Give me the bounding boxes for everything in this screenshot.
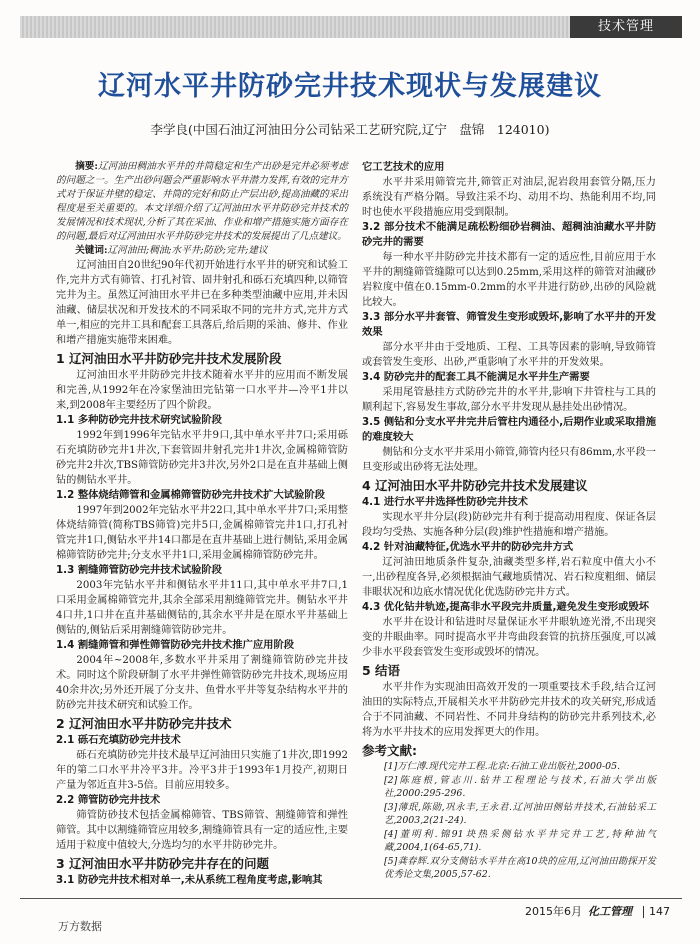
section-4-2-paragraph: 辽河油田地质条件复杂,油藏类型多样,岩石粒度中值大小不一,出砂程度各异,必须根据油气藏地质情况、岩石粒度粗细、储层非眼状况和边底水情况优化优选防砂完井方式。 — [362, 557, 656, 598]
section-4-1-paragraph: 实现水平井分层(段)防砂完井有利于提高动用程度、保证各层段均匀受热、实施各种分层(段)维护性措施和增产措施。 — [362, 512, 656, 538]
section-4-3-heading: 4.3 优化钻井轨迹,提高非水平段完井质量,避免发生变形或毁坏 — [362, 601, 650, 613]
section-1-4-heading: 1.4 割缝筛管和弹性筛管防砂完井技术推广应用阶段 — [56, 639, 295, 651]
section-3-1-paragraph: 水平井采用筛管完井,筛管正对油层,泥岩段用套管分隔,压力系统没有严格分隔。导致注采不均、动用不均、热能利用不均,同时也使水平段措施应用受到限制。 — [362, 177, 656, 218]
section-3-2-heading: 3.2 部分技术不能满足疏松粉细砂岩稠油、超稠油油藏水平井防砂完井的需要 — [362, 221, 656, 248]
section-1-1-paragraph: 1992年到1996年完钻水平井9口,其中单水平井7口;采用砾石充填防砂完井1井次,下套管固井射孔完井1井次,金属棉筛管防砂完井2井次,TBS筛管防砂完井3井次,另外2口是在直井基础上侧钻的侧钻水平井。 — [56, 430, 348, 486]
section-1-heading: 1 辽河油田水平井防砂完井技术发展阶段 — [56, 351, 282, 366]
keywords — [56, 244, 348, 258]
keywords-text: 辽河油田;稠油;水平井;防砂;完井;建议 — [107, 245, 268, 256]
section-4-3-paragraph: 水平井在设计和钻进时尽量保证水平井眼轨迹光滑,不出现突变的井眼曲率。同时提高水平井弯曲段套管的抗挤压强度,可以减少非水平段套管发生变形或毁坏的情况。 — [362, 617, 656, 658]
section-4-2-heading: 4.2 针对油藏特征,优选水平井的防砂完井方式 — [362, 541, 574, 553]
right-column — [362, 160, 656, 882]
article-title: 辽河水平井防砂完井技术现状与发展建议 — [98, 71, 602, 102]
left-column — [56, 160, 348, 888]
reference-item: [2]陈庭根,管志川.钻井工程理论与技术,石油大学出版社,2000:295-296. — [384, 774, 656, 799]
section-2-heading: 2 辽河油田水平井防砂完井技术 — [56, 716, 232, 731]
section-3-5-paragraph: 侧钻和分支水平井采用小筛管,筛管内径只有86mm,水平段一旦变形或出砂将无法处理。 — [362, 447, 656, 473]
reference-item: [5]龚春辉.双分支侧钻水平井在高10块的应用,辽河油田勘探开发优秀论文集,2005,57-62. — [384, 855, 656, 880]
section-4-heading: 4 辽河油田水平井防砂完井技术发展建议 — [362, 478, 588, 493]
section-3-4-paragraph: 采用尾管悬挂方式防砂完井的水平井,影响下井管柱与工具的顺利起下,容易发生事故,部分水平井发现从悬挂处出砂情况。 — [362, 387, 656, 413]
section-4-1-heading: 4.1 进行水平井选择性防砂完井技术 — [362, 496, 528, 508]
abstract — [56, 160, 348, 244]
section-1-1-heading: 1.1 多种防砂完井技术研究试验阶段 — [56, 414, 222, 426]
section-5-paragraph: 水平井作为实现油田高效开发的一项重要技术手段,结合辽河油田的实际特点,开展相关水平井防砂完井技术的攻关研究,形成适合于不同油藏、不同岩性、不同井身结构的防砂完井系列技术,必将为水平井技术的应用发挥更大的作用。 — [362, 682, 656, 738]
section-1-paragraph: 辽河油田水平井防砂完井技术随着水平井的应用而不断发展和完善,从1992年在冷家堡油田完钻第一口水平井—冷平1井以来,到2008年主要经历了四个阶段。 — [56, 370, 348, 411]
section-1-3-paragraph: 2003年完钻水平井和侧钻水平井11口,其中单水平井7口,1口采用金属棉筛管完井,其余全部采用割缝筛管完井。侧钻水平井4口井,1口井在直井基础侧钻的,其余水平井是在原水平井基础上侧钻的,侧钻后采用割缝筛管防砂完井。 — [56, 580, 348, 636]
reference-item: [1]万仁溥.现代完井工程.北京:石油工业出版社,2000-05. — [384, 761, 621, 772]
section-3-1-heading-cont: 它工艺技术的应用 — [362, 161, 445, 173]
watermark-text: 万方数据 — [58, 920, 102, 933]
keywords-label: 关键词: — [75, 245, 108, 256]
section-3-4-heading: 3.4 防砂完井的配套工具不能满足水平井生产需要 — [362, 371, 590, 383]
section-1-2-paragraph: 1997年到2002年完钻水平井22口,其中单水平井7口;采用整体烧结筛管(简称TBS筛管)完井5口,金属棉筛管完井1口,打孔衬管完井1口,侧钻水平井14口都是在直井基础上进行侧钻,采用金属棉筛管防砂完井;分支水平井1口,采用金属棉筛管防砂完井。 — [56, 505, 348, 561]
footer-divider — [20, 898, 682, 899]
section-1-3-heading: 1.3 割缝筛管防砂完井技术试验阶段 — [56, 564, 222, 576]
abstract-text: 辽河油田稠油水平井的井筒稳定和生产出砂是完井必须考虑的问题之一。生产出砂问题会严重影响水平井潜力发挥,有效的完井方式对于保证井壁的稳定、井筒的完好和防止产层出砂,提高油藏的采出程度是至关重要的。本文详细介绍了辽河油田水平井防砂完井技术的发展情况和技术现状,分析了其在采油、作业和增产措施实施方面存在的问题,最后对辽河油田水平井防砂完井技术的发展提出了几点建议。 — [56, 161, 349, 242]
section-2-1-heading: 2.1 砾石充填防砂完井技术 — [56, 734, 181, 746]
section-3-2-paragraph: 每一种水平井防砂完井技术都有一定的适应性,目前应用于水平井的割缝筛管缝隙可以达到0.25mm,采用这样的筛管对油藏砂岩粒度中值在0.15mm-0.2mm的水平井进行防砂,出砂的风险就比较大。 — [362, 252, 656, 308]
section-3-5-heading: 3.5 侧钻和分支水平井完井后管柱内通径小,后期作业或采取措施的难度较大 — [362, 416, 656, 443]
footer-info — [525, 903, 670, 919]
header-bar — [20, 16, 682, 38]
section-2-1-paragraph: 砾石充填防砂完井技术最早辽河油田只实施了1井次,即1992年的第二口水平井冷平3井。冷平3井于1993年1月投产,初期日产量为邻近直井3-5倍。目前应用较多。 — [56, 750, 348, 791]
author-line: 李学良(中国石油辽河油田分公司钻采工艺研究院,辽宁 盘锦 124010) — [150, 122, 550, 137]
footer-separator — [643, 906, 644, 918]
section-3-3-paragraph: 部分水平井由于受地质、工程、工具等因素的影响,导致筛管或套管发生变形、出砂,严重影响了水平井的开发效果。 — [362, 342, 656, 368]
section-3-heading: 3 辽河油田水平井防砂完井存在的问题 — [56, 856, 270, 871]
section-3-1-heading: 3.1 防砂完井技术相对单一,未从系统工程角度考虑,影响其 — [56, 874, 323, 886]
page-number: 147 — [649, 905, 670, 918]
section-tag: 技术管理 — [570, 16, 682, 38]
section-2-2-paragraph: 筛管防砂技术包括金属棉筛管、TBS筛管、割缝筛管和弹性筛管。其中以割缝筛管应用较多,割缝筛管具有一定的适应性,主要适用于粒度中值较大,分选均匀的水平井防砂完井。 — [56, 810, 348, 851]
issue-date: 2015年6月 — [525, 905, 582, 918]
references-heading: 参考文献: — [362, 743, 417, 758]
section-1-4-paragraph: 2004年~2008年,多数水平井采用了割缝筛管防砂完井技术。同时这个阶段研制了水平井弹性筛管防砂完井技术,现场应用40余井次;另外还开展了分支井、鱼骨水平井等复杂结构水平井的防砂完井技术研究和试验工作。 — [56, 655, 348, 711]
section-2-2-heading: 2.2 筛管防砂完井技术 — [56, 794, 161, 806]
reference-item: [3]薄珉,陈勋,巩永丰,王永君.辽河油田侧钻井技术,石油钻采工艺,2003,2(21-24). — [384, 801, 656, 826]
journal-name: 化工管理 — [588, 905, 632, 918]
section-5-heading: 5 结语 — [362, 663, 401, 678]
intro-paragraph: 辽河油田自20世纪90年代初开始进行水平井的研究和试验工作,完井方式有筛管、打孔衬管、固井射孔和砾石充填四种,以筛管完井为主。虽然辽河油田水平井已在多种类型油藏中应用,并未因油藏、储层状况和开发技术的不同采取不同的完井方式,完井方式单一,相应的完井工具和配套工具落后,给后期的采油、修井、作业和增产措施实施带来困难。 — [56, 260, 348, 346]
section-3-3-heading: 3.3 部分水平井套管、筛管发生变形或毁坏,影响了水平井的开发效果 — [362, 311, 656, 338]
abstract-label: 摘要: — [75, 161, 98, 172]
section-1-2-heading: 1.2 整体烧结筛管和金属棉筛管防砂完井技术扩大试验阶段 — [56, 489, 325, 501]
reference-list — [362, 760, 656, 882]
reference-item: [4]董明利.锦91块热采侧钻水平井完井工艺,特种油气藏,2004,1(64-65,71). — [384, 828, 656, 853]
